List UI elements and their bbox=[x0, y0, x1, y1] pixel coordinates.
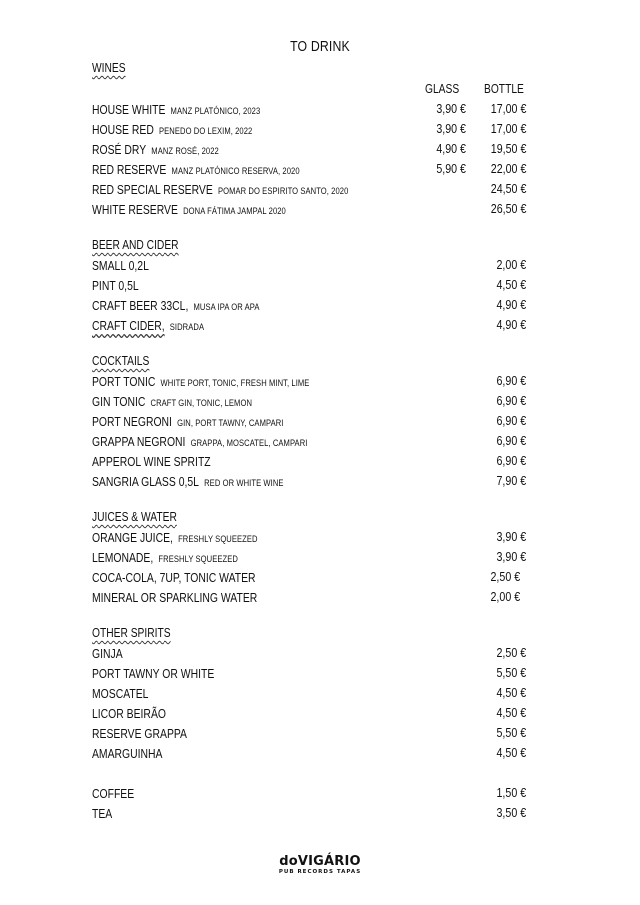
bottle-price: 24,50 € bbox=[490, 181, 526, 196]
menu-item bbox=[92, 665, 532, 683]
menu-item bbox=[92, 569, 532, 587]
item-name: LICOR BEIRÃO bbox=[92, 706, 166, 721]
item-description: MUSA IPA OR APA bbox=[193, 302, 260, 313]
column-header-glass: GLASS bbox=[425, 82, 460, 96]
item-name: SANGRIA GLASS 0,5L bbox=[92, 474, 199, 489]
bottle-price: 26,50 € bbox=[490, 201, 526, 216]
menu-item bbox=[92, 805, 532, 823]
item-price: 3,90 € bbox=[496, 549, 526, 564]
bottle-price: 19,50 € bbox=[490, 141, 526, 156]
menu-item bbox=[92, 297, 532, 315]
item-price: 5,50 € bbox=[496, 725, 526, 740]
item-name: COCA-COLA, 7UP, TONIC WATER bbox=[92, 570, 256, 585]
item-name: APPEROL WINE SPRITZ bbox=[92, 454, 211, 469]
bottle-price: 17,00 € bbox=[490, 101, 526, 116]
menu-item bbox=[92, 745, 532, 763]
item-name: PORT TONIC bbox=[92, 374, 156, 389]
menu-item bbox=[92, 785, 532, 803]
item-name: CRAFT CIDER, bbox=[92, 318, 165, 333]
menu-item bbox=[92, 453, 532, 471]
item-price: 4,50 € bbox=[496, 745, 526, 760]
menu-item bbox=[92, 685, 532, 703]
item-name: PINT 0,5L bbox=[92, 278, 139, 293]
brand-logo bbox=[0, 854, 640, 875]
item-name: RED SPECIAL RESERVE bbox=[92, 182, 213, 197]
item-description: WHITE PORT, TONIC, FRESH MINT, LIME bbox=[160, 378, 310, 389]
menu-item bbox=[92, 645, 532, 663]
column-header-bottle: BOTTLE bbox=[484, 82, 524, 96]
menu-item bbox=[92, 413, 532, 431]
item-name: TEA bbox=[92, 806, 113, 821]
item-name: PORT NEGRONI bbox=[92, 414, 172, 429]
menu-item bbox=[92, 393, 532, 411]
item-price: 6,90 € bbox=[496, 413, 526, 428]
item-price: 4,90 € bbox=[496, 317, 526, 332]
item-name: MINERAL OR SPARKLING WATER bbox=[92, 590, 258, 605]
item-name: WHITE RESERVE bbox=[92, 202, 178, 217]
item-name: PORT TAWNY OR WHITE bbox=[92, 666, 215, 681]
section-heading-juices-and-water: JUICES & WATER bbox=[92, 510, 177, 524]
item-description: SIDRADA bbox=[169, 322, 205, 333]
page-title: TO DRINK bbox=[290, 38, 350, 55]
item-price: 2,00 € bbox=[490, 589, 520, 604]
menu-item bbox=[92, 181, 532, 199]
item-price: 2,00 € bbox=[496, 257, 526, 272]
menu-item bbox=[92, 589, 532, 607]
item-price: 6,90 € bbox=[496, 393, 526, 408]
item-name: GINJA bbox=[92, 646, 123, 661]
menu-item bbox=[92, 725, 532, 743]
item-name: SMALL 0,2L bbox=[92, 258, 149, 273]
item-name: ORANGE JUICE, bbox=[92, 530, 173, 545]
item-name: HOUSE RED bbox=[92, 122, 154, 137]
menu-item bbox=[92, 101, 532, 119]
item-price: 3,90 € bbox=[496, 529, 526, 544]
item-name: AMARGUINHA bbox=[92, 746, 163, 761]
glass-price: 3,90 € bbox=[436, 101, 466, 116]
item-description: DONA FÁTIMA JAMPAL 2020 bbox=[183, 206, 286, 217]
menu-item bbox=[92, 317, 532, 335]
item-description: CRAFT GIN, TONIC, LEMON bbox=[150, 398, 253, 409]
menu-item bbox=[92, 473, 532, 491]
item-price: 4,90 € bbox=[496, 297, 526, 312]
section-heading-wines: WINES bbox=[92, 61, 126, 75]
item-description: GIN, PORT TAWNY, CAMPARI bbox=[177, 418, 284, 429]
item-description: GRAPPA, MOSCATEL, CAMPARI bbox=[190, 438, 308, 449]
item-name: MOSCATEL bbox=[92, 686, 149, 701]
section-heading-other-spirits: OTHER SPIRITS bbox=[92, 626, 171, 640]
item-price: 5,50 € bbox=[496, 665, 526, 680]
glass-price: 4,90 € bbox=[436, 141, 466, 156]
item-name: LEMONADE, bbox=[92, 550, 154, 565]
menu-item bbox=[92, 141, 532, 159]
item-price: 1,50 € bbox=[496, 785, 526, 800]
menu-item bbox=[92, 549, 532, 567]
item-price: 4,50 € bbox=[496, 277, 526, 292]
menu-item bbox=[92, 529, 532, 547]
item-name: RED RESERVE bbox=[92, 162, 167, 177]
item-price: 2,50 € bbox=[496, 645, 526, 660]
item-description: MANZ PLATÓNICO, 2023 bbox=[170, 106, 261, 117]
menu-item bbox=[92, 201, 532, 219]
menu-item bbox=[92, 705, 532, 723]
item-name: HOUSE WHITE bbox=[92, 102, 166, 117]
item-price: 4,50 € bbox=[496, 685, 526, 700]
menu-item bbox=[92, 121, 532, 139]
brand-tagline: PUB RECORDS TAPAS bbox=[278, 869, 362, 875]
item-description: POMAR DO ESPIRITO SANTO, 2020 bbox=[217, 186, 349, 197]
item-description: PENEDO DO LEXIM, 2022 bbox=[159, 126, 253, 137]
item-description: FRESHLY SQUEEZED bbox=[158, 554, 238, 565]
item-description: RED OR WHITE WINE bbox=[204, 478, 284, 489]
item-name: COFFEE bbox=[92, 786, 135, 801]
section-heading-beer-and-cider: BEER AND CIDER bbox=[92, 238, 179, 252]
item-price: 4,50 € bbox=[496, 705, 526, 720]
item-description: MANZ ROSÉ, 2022 bbox=[151, 146, 219, 157]
section-heading-cocktails: COCKTAILS bbox=[92, 354, 150, 368]
item-name: GRAPPA NEGRONI bbox=[92, 434, 186, 449]
item-description: FRESHLY SQUEEZED bbox=[178, 534, 258, 545]
menu-item bbox=[92, 373, 532, 391]
glass-price: 5,90 € bbox=[436, 161, 466, 176]
bottle-price: 22,00 € bbox=[490, 161, 526, 176]
menu-item bbox=[92, 433, 532, 451]
glass-price: 3,90 € bbox=[436, 121, 466, 136]
brand-name: doVIGÁRIO bbox=[279, 854, 361, 869]
item-description: MANZ PLATÓNICO RESERVA, 2020 bbox=[171, 166, 300, 177]
item-name: GIN TONIC bbox=[92, 394, 146, 409]
item-price: 3,50 € bbox=[496, 805, 526, 820]
item-name: ROSÉ DRY bbox=[92, 142, 147, 157]
item-price: 6,90 € bbox=[496, 433, 526, 448]
item-price: 2,50 € bbox=[490, 569, 520, 584]
menu-item bbox=[92, 277, 532, 295]
item-price: 6,90 € bbox=[496, 373, 526, 388]
item-name: RESERVE GRAPPA bbox=[92, 726, 187, 741]
item-price: 7,90 € bbox=[496, 473, 526, 488]
menu-item bbox=[92, 161, 532, 179]
bottle-price: 17,00 € bbox=[490, 121, 526, 136]
item-name: CRAFT BEER 33CL, bbox=[92, 298, 189, 313]
item-price: 6,90 € bbox=[496, 453, 526, 468]
menu-item bbox=[92, 257, 532, 275]
